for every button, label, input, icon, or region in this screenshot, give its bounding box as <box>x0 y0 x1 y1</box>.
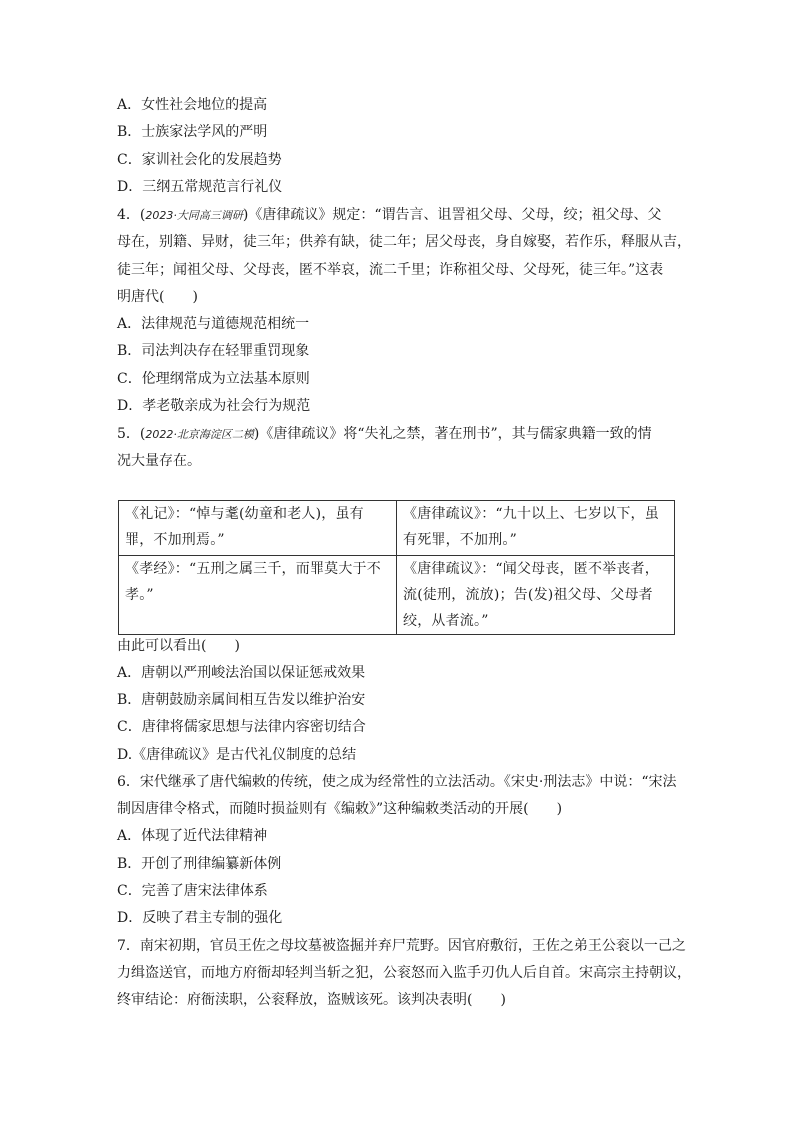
q4-option-c: C．伦理纲常成为立法基本原则 <box>117 371 310 387</box>
q6-option-b: B．开创了刑律编纂新体例 <box>117 856 282 872</box>
table-cell: 《孝经》：“五刑之属三千，而罪莫大于不孝。” <box>119 556 397 635</box>
q4-source: 2023·大同高三调研 <box>145 209 243 222</box>
q4-option-a: A．法律规范与道德规范相统一 <box>117 316 310 332</box>
q5-option-c: C．唐律将儒家思想与法律内容密切结合 <box>117 719 366 735</box>
q4-stem-line-2: 母在，别籍、异财，徒三年；供养有缺，徒二年；居父母丧，身自嫁娶，若作乐，释服从吉， <box>117 234 691 250</box>
q3-option-d: D．三纲五常规范言行礼仪 <box>117 179 283 195</box>
q6-stem-line-1: 6．宋代继承了唐代编敕的传统，使之成为经常性的立法活动。《宋史·刑法志》中说：“宋法 <box>117 774 677 790</box>
q7-stem-line-2: 力缉盗送官，而地方府衙却轻判当斩之犯，公衮怒而入监手刃仇人后自首。宋高宗主持朝议， <box>117 965 691 981</box>
table-cell: 《礼记》：“悼与耄(幼童和老人)，虽有罪，不加刑焉。” <box>119 501 397 556</box>
q4-option-b: B．司法判决存在轻罪重罚现象 <box>117 343 310 359</box>
q5-option-d: D.《唐律疏议》是古代礼仪制度的总结 <box>117 747 357 763</box>
q7-stem-line-1: 7．南宋初期，官员王佐之母坟墓被盗掘并弃尸荒野。因官府敷衍，王佐之弟王公衮以一己之 <box>117 938 686 954</box>
q5-option-a: A．唐朝以严刑峻法治国以保证惩戒效果 <box>117 665 366 681</box>
q5-stem-text-1: )《唐律疏议》将“失礼之禁，著在刑书”，其与儒家典籍一致的情 <box>253 426 652 442</box>
q4-stem-line-1 <box>117 206 687 225</box>
q4-number: 4．( <box>117 207 146 223</box>
q4-stem-line-4: 明唐代( ) <box>117 289 198 305</box>
q6-stem-line-2: 制因唐律令格式，而随时损益则有《编敕》”这种编敕类活动的开展( ) <box>117 801 563 817</box>
q5-comparison-table <box>118 500 675 635</box>
q3-option-c: C．家训社会化的发展趋势 <box>117 152 282 168</box>
q7-stem-line-3: 终审结论：府衙渎职，公衮释放，盗贼该死。该判决表明( ) <box>117 992 506 1008</box>
q3-option-b: B．士族家法学风的严明 <box>117 124 268 140</box>
q6-option-d: D．反映了君主专制的强化 <box>117 910 283 926</box>
q5-option-b: B．唐朝鼓励亲属间相互告发以维护治安 <box>117 692 366 708</box>
q5-number: 5．( <box>117 426 146 442</box>
q4-stem-line-3: 徒三年；闻祖父母、父母丧，匿不举哀，流二千里；诈称祖父母、父母死，徒三年。”这表 <box>117 262 664 278</box>
table-row <box>119 556 675 635</box>
q6-option-c: C．完善了唐宋法律体系 <box>117 883 268 899</box>
table-cell: 《唐律疏议》：“闻父母丧，匿不举丧者，流(徒刑，流放)；告(发)祖父母、父母者绞，从者流。” <box>397 556 675 635</box>
q5-stem-after: 由此可以看出( ) <box>117 638 240 654</box>
table-row <box>119 501 675 556</box>
q5-stem-line-2: 况大量存在。 <box>117 453 201 469</box>
q5-stem-line-1 <box>117 425 687 444</box>
table-cell: 《唐律疏议》：“九十以上、七岁以下，虽有死罪，不加刑。” <box>397 501 675 556</box>
q3-option-a: A．女性社会地位的提高 <box>117 97 268 113</box>
q6-option-a: A．体现了近代法律精神 <box>117 828 268 844</box>
q4-stem-text-1: )《唐律疏议》规定：“谓告言、诅詈祖父母、父母，绞；祖父母、父 <box>242 207 662 223</box>
q5-source: 2022·北京海淀区二模 <box>145 428 254 441</box>
q4-option-d: D．孝老敬亲成为社会行为规范 <box>117 398 311 414</box>
